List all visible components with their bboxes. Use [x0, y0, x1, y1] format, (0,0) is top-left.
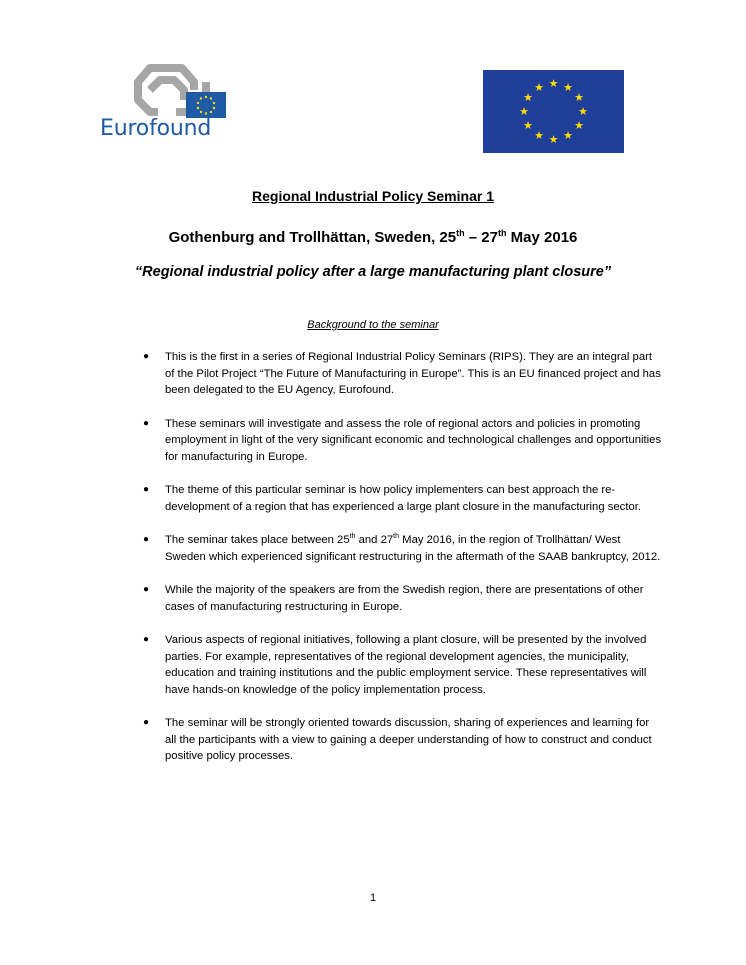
svg-text:★: ★ [574, 119, 584, 132]
svg-text:★: ★ [523, 119, 533, 132]
list-item: ● While the majority of the speakers are from the Swedish region, there are presentations of other cases of manufacturing restructuring in Europe. [143, 584, 644, 613]
section-heading: Background to the seminar [307, 319, 439, 331]
bullet-icon: ● [143, 534, 150, 545]
svg-text:★: ★ [574, 91, 584, 104]
bullet-icon: ● [143, 417, 150, 429]
list-item: ● These seminars will investigate and assess the role of regional actors and policies in promoting employment in light of the very significant economic and technological challenges and opportunities for manufacturing in Europe. [143, 417, 662, 463]
document-title: Regional Industrial Policy Seminar 1 [252, 188, 494, 204]
page-number: 1 [369, 892, 377, 904]
list-item: ● The seminar takes place between 25th and 27th May 2016, in the region of Trollhättan/ West Sweden which experienced significant restructuring in the aftermath of the SAAB bankruptcy, 2012. [143, 533, 661, 563]
svg-text:★: ★ [563, 129, 573, 142]
svg-text:★: ★ [534, 81, 544, 94]
svg-text:★: ★ [523, 91, 533, 104]
svg-text:★: ★ [563, 81, 573, 94]
svg-text:★: ★ [548, 77, 559, 90]
bullet-icon: ● [143, 484, 150, 495]
bullet-icon: ● [143, 717, 150, 728]
bullet-icon: ● [143, 584, 150, 595]
document-subtitle: Gothenburg and Trollhättan, Sweden, 25th – 27th May 2016 [168, 228, 578, 246]
list-item: ● This is the first in a series of Regional Industrial Policy Seminars (RIPS). They are an integral part of the Pilot Project “The Future of Manufacturing in Europe”. This is an EU financed project and has been delegated to the EU Agency, Eurofound. [143, 351, 661, 396]
svg-text:★: ★ [578, 105, 588, 118]
eurofound-logo-text: Eurofound [100, 116, 212, 141]
list-item: ● The seminar will be strongly oriented towards discussion, sharing of experiences and learning for all the participants with a view to gaining a deeper understanding of how to construct and conduct positive policy processes. [143, 717, 652, 762]
svg-text:★: ★ [534, 129, 544, 142]
seminar-quote: “Regional industrial policy after a large manufacturing plant closure” [134, 264, 612, 280]
svg-text:★: ★ [548, 133, 559, 146]
bullet-icon: ● [143, 634, 150, 645]
bullet-icon: ● [143, 351, 150, 362]
bullet-list [143, 349, 663, 782]
svg-text:★: ★ [519, 105, 529, 118]
list-item: ● The theme of this particular seminar is how policy implementers can best approach the re-development of a region that has experienced a large plant closure in the manufacturing sector. [143, 484, 642, 513]
list-item: ● Various aspects of regional initiatives, following a plant closure, will be presented by the involved parties. For example, representatives of the regional development agencies, the municipality, education and training institutions and the public employment service. These representatives will have hands-on knowledge of the policy implementation process. [143, 634, 647, 696]
eu-flag-icon [483, 70, 624, 153]
